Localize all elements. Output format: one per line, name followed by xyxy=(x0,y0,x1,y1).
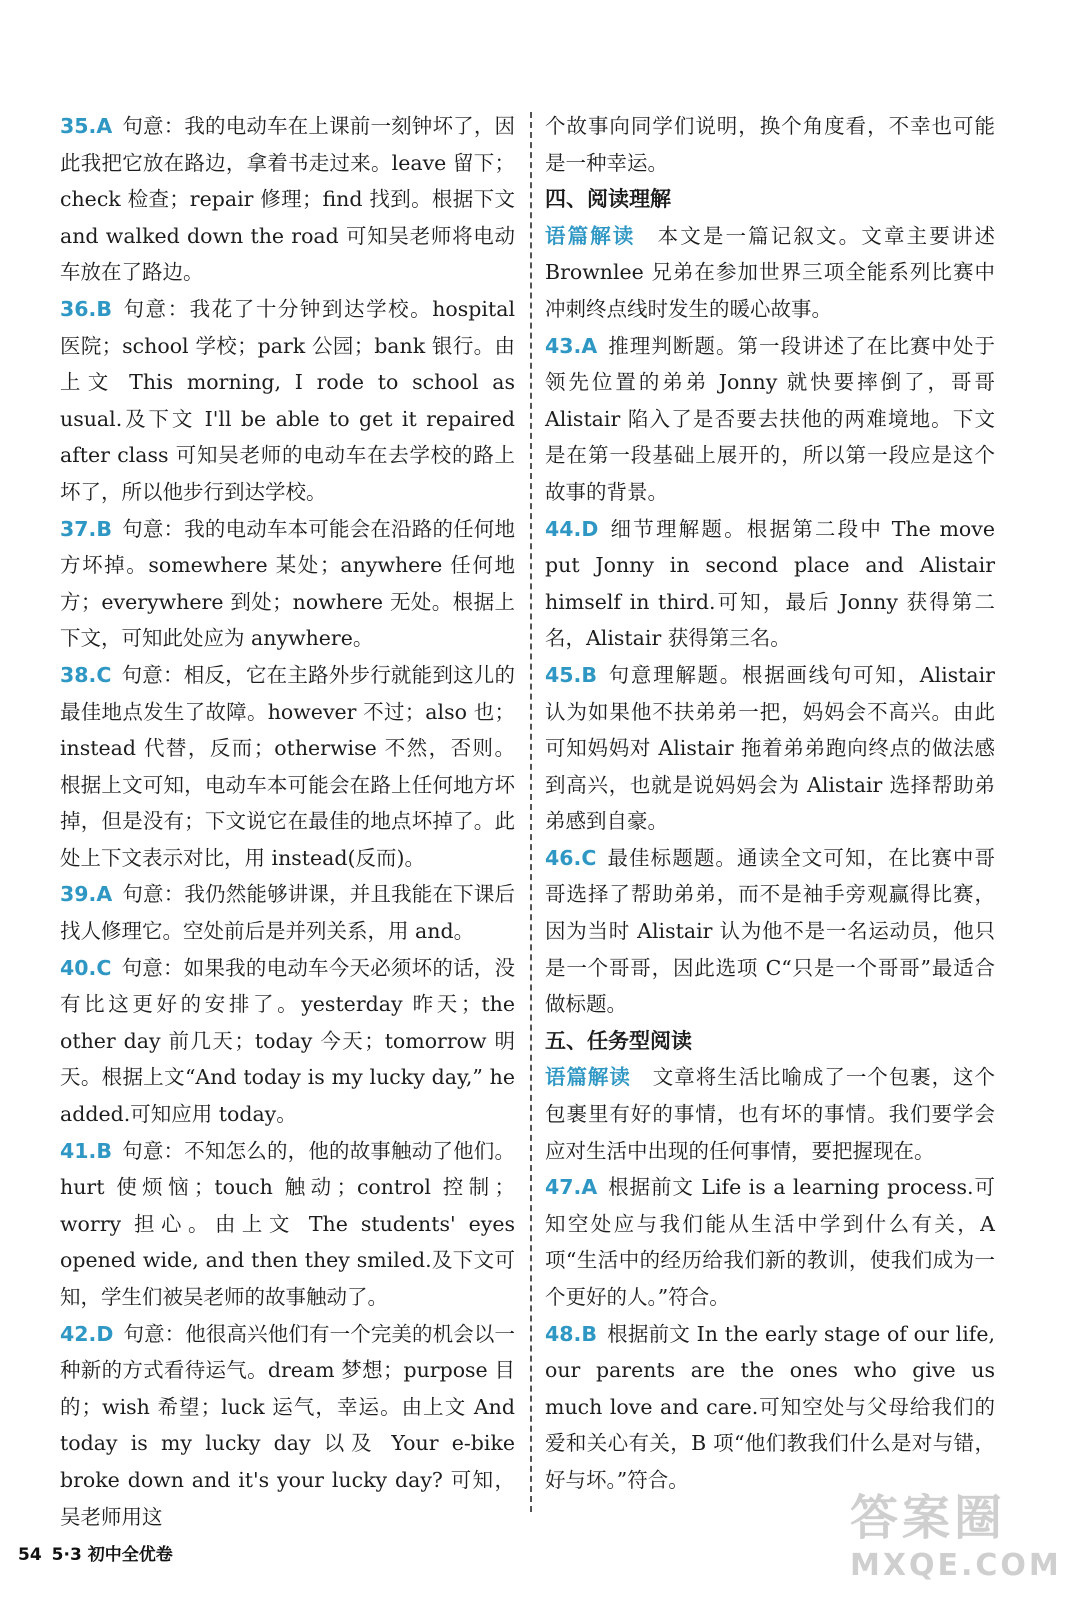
answer-item-36 xyxy=(60,291,515,511)
answer-number: 38.C xyxy=(60,662,112,687)
answer-number: 36.B xyxy=(60,296,112,321)
answer-text: 句意：我花了十分钟到达学校。hospital 医院；school 学校；park 公园；bank 银行。由上文 This morning, I rode to school as usual.及下文 I'll be able to get it repaired after class 可知吴老师的电动车在去学校的路上坏了，所以他步行到达学校。 xyxy=(60,296,515,504)
answer-item-48 xyxy=(545,1316,995,1499)
answer-text: 句意：他很高兴他们有一个完美的机会以一种新的方式看待运气。dream 梦想；purpose 目的；wish 希望；luck 运气，幸运。由上文 And today is my lucky day 以及 Your e-bike broke down and it's your lucky day? 可知，吴老师用这 xyxy=(60,1321,515,1529)
answer-text: 细节理解题。根据第二段中 The move put Jonny in second place and Alistair himself in third.可知，最后 Jonny 获得第二名，Alistair 获得第三名。 xyxy=(545,516,995,651)
answer-text: 句意：如果我的电动车今天必须坏的话，没有比这更好的安排了。yesterday 昨天；the other day 前几天；today 今天；tomorrow 明天。根据上文“And today is my lucky day,” he added.可知应用 today。 xyxy=(60,955,515,1127)
answer-number: 45.B xyxy=(545,662,597,687)
column-divider xyxy=(530,112,532,1512)
answer-item-40 xyxy=(60,950,515,1133)
answer-item-37 xyxy=(60,511,515,657)
answer-item-44 xyxy=(545,511,995,657)
passage-tag: 语篇解读 xyxy=(545,1065,631,1090)
answer-number: 47.A xyxy=(545,1175,598,1200)
answer-number: 42.D xyxy=(60,1321,114,1346)
passage-intro-text: 文章将生活比喻成了一个包裹，这个包裹里有好的事情，也有坏的事情。我们要学会应对生活中出现的任何事情，要把握现在。 xyxy=(545,1065,996,1163)
left-column xyxy=(60,108,515,1535)
page-number: 54 xyxy=(18,1545,42,1565)
passage-intro xyxy=(545,1059,995,1169)
answer-item-41 xyxy=(60,1133,515,1316)
answer-item-47 xyxy=(545,1169,995,1315)
answer-text: 最佳标题题。通读全文可知，在比赛中哥哥选择了帮助弟弟，而不是袖手旁观赢得比赛，因为当时 Alistair 认为他不是一名运动员，他只是一个哥哥，因此选项 C“只是一个哥哥”最适合做标题。 xyxy=(545,845,995,1017)
answer-item-45 xyxy=(545,657,995,840)
passage-intro xyxy=(545,218,995,328)
section-heading-task-reading: 五、任务型阅读 xyxy=(545,1028,692,1053)
answer-text: 根据前文 In the early stage of our life, our parents are the ones who give us much love and care.可知空处与父母给我们的爱和关心有关，B 项“他们教我们什么是对与错，好与坏。”符合。 xyxy=(545,1321,995,1492)
watermark-url: MXQE.COM xyxy=(850,1548,1062,1583)
answer-item-39 xyxy=(60,876,515,949)
answer-text: 句意：我仍然能够讲课，并且我能在下课后找人修理它。空处前后是并列关系，用 and。 xyxy=(60,882,515,944)
answer-text: 句意：相反，它在主路外步行就能到这儿的最佳地点发生了故障。however 不过；also 也；instead 代替，反而；otherwise 不然，否则。根据上文可知，电动车本可能会在路上任何地方坏掉，但是没有；下文说它在最佳的地点坏掉了。此处上下文表示对比，用 instead(反而)。 xyxy=(60,662,515,870)
answer-number: 43.A xyxy=(545,333,598,358)
right-column xyxy=(545,108,995,1499)
answer-number: 46.C xyxy=(545,845,597,870)
answer-text: 根据前文 Life is a learning process.可知空处应与我们能从生活中学到什么有关，A 项“生活中的经历给我们新的教训，使我们成为一个更好的人。”符合。 xyxy=(545,1175,995,1309)
passage-intro-text: 本文是一篇记叙文。文章主要讲述 Brownlee 兄弟在参加世界三项全能系列比赛中冲刺终点线时发生的暖心故事。 xyxy=(545,223,996,321)
answer-text: 句意理解题。根据画线句可知，Alistair 认为如果他不扶弟弟一把，妈妈会不高兴。由此可知妈妈对 Alistair 拖着弟弟跑向终点的做法感到高兴，也就是说妈妈会为 Alistair 选择帮助弟弟感到自豪。 xyxy=(545,662,995,834)
passage-tag: 语篇解读 xyxy=(545,223,636,248)
answer-item-43 xyxy=(545,328,995,511)
section-heading-reading: 四、阅读理解 xyxy=(545,187,671,212)
answer-number: 48.B xyxy=(545,1321,597,1346)
book-title: 5·3 初中全优卷 xyxy=(51,1545,173,1565)
page-footer xyxy=(18,1540,173,1565)
watermark xyxy=(850,1488,1062,1592)
answer-text: 句意：我的电动车本可能会在沿路的任何地方坏掉。somewhere 某处；anywhere 任何地方；everywhere 到处；nowhere 无处。根据上下文，可知此处应为 anywhere。 xyxy=(60,516,515,651)
answer-text: 推理判断题。第一段讲述了在比赛中处于领先位置的弟弟 Jonny 就快要摔倒了，哥哥 Alistair 陷入了是否要去扶他的两难境地。下文是在第一段基础上展开的，所以第一段应是这个故事的背景。 xyxy=(545,333,995,504)
answer-item-46 xyxy=(545,840,995,1023)
answer-number: 37.B xyxy=(60,516,112,541)
answer-item-38 xyxy=(60,657,515,877)
answer-item-35 xyxy=(60,108,515,291)
answer-number: 41.B xyxy=(60,1138,112,1163)
answer-number: 39.A xyxy=(60,882,113,907)
answer-item-42 xyxy=(60,1316,515,1536)
answer-text: 句意：我的电动车在上课前一刻钟坏了，因此我把它放在路边，拿着书走过来。leave 留下；check 检查；repair 修理；find 找到。根据下文 and walked down the road 可知吴老师将电动车放在了路边。 xyxy=(60,114,515,285)
answer-text: 句意：不知怎么的，他的故事触动了他们。hurt 使烦恼；touch 触动；control 控制；worry 担心。由上文 The students' eyes opened wide, and then they smiled.及下文可知，学生们被吴老师的故事触动了。 xyxy=(60,1138,515,1309)
answer-number: 40.C xyxy=(60,955,112,980)
watermark-logo-text: 答案圈 xyxy=(850,1490,1007,1546)
answer-number: 35.A xyxy=(60,114,113,138)
continued-text: 个故事向同学们说明，换个角度看，不幸也可能是一种幸运。 xyxy=(545,114,995,175)
answer-number: 44.D xyxy=(545,516,599,541)
